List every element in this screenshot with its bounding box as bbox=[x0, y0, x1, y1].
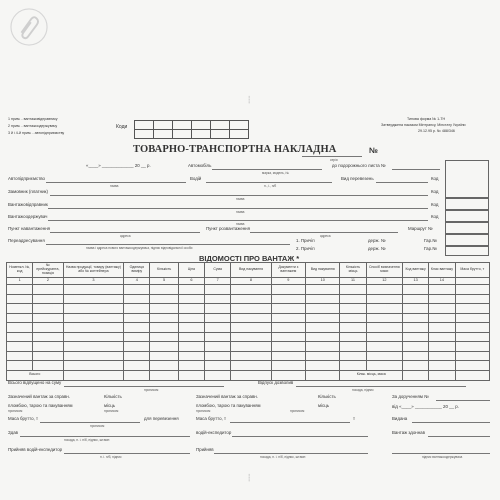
copy-note-1: 1 прим. - вантажовідправнику bbox=[8, 117, 58, 121]
column-header: Одиниця виміру bbox=[124, 263, 150, 278]
date-field[interactable]: «____» _____________ 20 __ р. bbox=[86, 163, 151, 168]
transport-type-label: Вид перевезень bbox=[341, 176, 374, 181]
by-power-label: За дорученням № bbox=[392, 394, 429, 399]
gross-label: Маса брутто, т bbox=[196, 416, 226, 421]
column-number: 7 bbox=[205, 278, 231, 285]
position-hint: посада, підпис bbox=[352, 388, 374, 392]
column-header: Маса брутто, т bbox=[455, 263, 489, 278]
waybill-field[interactable] bbox=[392, 169, 440, 170]
column-number: 13 bbox=[403, 278, 429, 285]
garage-no-label: Гар.№ bbox=[424, 238, 437, 243]
written-hint: прописом bbox=[8, 409, 23, 413]
accepted-label: Прийняв bbox=[196, 447, 214, 452]
code-box[interactable] bbox=[445, 246, 489, 256]
handed-field[interactable] bbox=[20, 436, 190, 437]
for-transport-label: для перевезення bbox=[144, 416, 179, 421]
column-header: Документи з вантажем bbox=[271, 263, 305, 278]
column-header: Сума bbox=[205, 263, 231, 278]
copy-note-2: 2 прим. - вантажоодержувачу bbox=[8, 124, 58, 128]
carrier-label: Автопідприємство bbox=[8, 176, 45, 181]
column-header: Спосіб визначення маси bbox=[366, 263, 402, 278]
column-header: Вид пакування bbox=[231, 263, 271, 278]
released-label: Всього відпущено на суму bbox=[8, 380, 62, 385]
document-title: ТОВАРНО-ТРАНСПОРТНА НАКЛАДНА bbox=[133, 144, 337, 155]
column-number-row bbox=[7, 278, 490, 285]
column-number: 11 bbox=[340, 278, 366, 285]
sealed-label: пломбою, тарою та пакуванням bbox=[8, 403, 73, 408]
accepted-field[interactable] bbox=[214, 453, 368, 454]
unloading-point-label: Пункт розвантаження bbox=[206, 226, 250, 231]
released-hint: прописом bbox=[144, 388, 159, 392]
column-number: 10 bbox=[306, 278, 340, 285]
column-header: Вид пакування bbox=[306, 263, 340, 278]
codes-label: Коди bbox=[116, 124, 128, 130]
written-hint: прописом bbox=[104, 409, 119, 413]
state-no-label: держ. № bbox=[368, 238, 386, 243]
column-header: Ціна bbox=[178, 263, 204, 278]
column-number bbox=[455, 278, 489, 285]
accepted-driver-hint: п. і. п/б, підпис bbox=[100, 455, 122, 459]
column-number: 9 bbox=[271, 278, 305, 285]
codes-grid[interactable] bbox=[134, 120, 249, 139]
trailer2-label: 2. Причіп bbox=[296, 246, 315, 251]
carrier-field[interactable] bbox=[46, 182, 186, 183]
customer-hint: назва bbox=[236, 197, 245, 201]
loading-point-field[interactable] bbox=[50, 232, 200, 233]
total-label: Всього bbox=[7, 370, 64, 380]
units-t-label: т bbox=[353, 416, 356, 421]
column-header: Кількість місць bbox=[340, 263, 366, 278]
driver-hint: п., і., п/б bbox=[264, 184, 277, 188]
unloading-hint: адреса bbox=[320, 234, 331, 238]
accepted-hint: посада, п. і. п/б, підпис, штамп bbox=[260, 455, 306, 459]
garage-no-label: Гар.№ bbox=[424, 246, 437, 251]
weight-note: Кільк. місць, маса bbox=[340, 370, 403, 380]
driver-forwarder-label: водій-експедитор bbox=[196, 430, 232, 435]
cargo-header-row bbox=[7, 263, 490, 278]
route-label: Маршрут № bbox=[408, 226, 433, 231]
gross-field[interactable] bbox=[40, 422, 140, 423]
places-label: місць bbox=[318, 403, 329, 408]
form-info-2: Затверджена наказом Мінтрансу, Мінстату України bbox=[381, 123, 466, 127]
readdress-hint: назва і адреса нового вантажоодержувача, підпис відповідальної особи bbox=[86, 246, 193, 250]
readdress-field[interactable] bbox=[46, 244, 290, 245]
transport-type-field[interactable] bbox=[376, 182, 428, 183]
receiver-sign-hint: підпис вантажоодержувача bbox=[422, 455, 463, 459]
sender-label: Вантажовідправник bbox=[8, 202, 48, 207]
column-number: 3 bbox=[63, 278, 124, 285]
table-row[interactable] bbox=[7, 285, 490, 295]
column-number: 14 bbox=[429, 278, 455, 285]
code-box-top[interactable] bbox=[445, 160, 489, 198]
loading-point-label: Пункт навантаження bbox=[8, 226, 51, 231]
column-header: Кількість bbox=[150, 263, 178, 278]
series-hint: серія bbox=[330, 158, 338, 162]
cargo-handed-field[interactable] bbox=[428, 436, 490, 437]
qty-label: Кількість bbox=[318, 394, 336, 399]
table-row[interactable] bbox=[7, 313, 490, 323]
table-row[interactable] bbox=[7, 323, 490, 333]
car-label: Автомобіль bbox=[188, 163, 212, 168]
car-field[interactable] bbox=[212, 169, 322, 170]
gross-field[interactable] bbox=[230, 422, 350, 423]
released-field[interactable] bbox=[64, 386, 224, 387]
car-hint: марка, модель, № bbox=[262, 171, 289, 175]
binding-mark-icon: ┆ bbox=[247, 97, 252, 104]
state-no-label: держ. № bbox=[368, 246, 386, 251]
released-by-field[interactable] bbox=[296, 386, 466, 387]
table-row[interactable] bbox=[7, 304, 490, 314]
code-box[interactable] bbox=[445, 222, 489, 234]
column-header: Номенкл. №, код bbox=[7, 263, 33, 278]
loading-hint: адреса bbox=[120, 234, 131, 238]
sender-cargo-label: Зазначений вантаж за справн. bbox=[196, 394, 258, 399]
handed-label: Здав bbox=[8, 430, 18, 435]
column-number: 2 bbox=[33, 278, 63, 285]
number-sign: № bbox=[369, 146, 378, 155]
cargo-section-title: ВІДОМОСТІ ПРО ВАНТАЖ * bbox=[199, 254, 300, 263]
table-row[interactable] bbox=[7, 342, 490, 352]
sender-field[interactable] bbox=[48, 208, 428, 209]
written-hint: прописом bbox=[290, 409, 305, 413]
form-info-3: 29.12.95 р. № 488/346 bbox=[418, 129, 455, 133]
sender-cargo-label: Зазначений вантаж за справн. bbox=[8, 394, 70, 399]
date-short[interactable]: від «____» ___________ 20 __ р. bbox=[392, 404, 459, 409]
column-header: Назва продукції, товару (вантажу) або № контейнера bbox=[63, 263, 124, 278]
code-label: Код bbox=[431, 202, 439, 207]
issued-field[interactable] bbox=[412, 422, 490, 423]
cargo-table bbox=[6, 262, 490, 381]
column-number: 4 bbox=[124, 278, 150, 285]
table-row[interactable] bbox=[7, 332, 490, 342]
released-by-label: Відпуск дозволив bbox=[258, 380, 294, 385]
driver-field[interactable] bbox=[206, 182, 332, 183]
receiver-sign-field[interactable] bbox=[392, 453, 490, 454]
issued-label: Видана bbox=[392, 416, 408, 421]
cargo-handed-label: Вантаж здоннав bbox=[392, 430, 425, 435]
column-number: 1 bbox=[7, 278, 33, 285]
written-hint: прописом bbox=[90, 424, 105, 428]
form-info-1: Типова форма № 1-ТН bbox=[407, 117, 446, 121]
customer-field[interactable] bbox=[50, 195, 428, 196]
column-header: № прейскуранта, позиція bbox=[33, 263, 63, 278]
carrier-hint: назва bbox=[110, 184, 119, 188]
column-number: 6 bbox=[178, 278, 204, 285]
places-label: місць bbox=[104, 403, 115, 408]
written-hint: прописом bbox=[196, 409, 211, 413]
column-header: Клас вантажу bbox=[429, 263, 455, 278]
paperclip-logo-icon bbox=[10, 8, 48, 46]
binding-mark-icon: ┆ bbox=[247, 475, 252, 482]
sealed-label: пломбою, тарою та пакуванням bbox=[196, 403, 261, 408]
sender-hint: назва bbox=[236, 210, 245, 214]
column-number: 12 bbox=[366, 278, 402, 285]
copy-note-3: 3 й і 4-й прим. - автопідприємству bbox=[8, 131, 65, 135]
code-label: Код bbox=[431, 176, 439, 181]
receiver-label: Вантажоодержувач bbox=[8, 214, 48, 219]
code-box[interactable] bbox=[445, 234, 489, 246]
handed-hint: посада, п. і. п/б, підпис, штамп bbox=[64, 438, 110, 442]
table-row[interactable] bbox=[7, 361, 490, 371]
accepted-driver-field[interactable] bbox=[64, 453, 190, 454]
readdress-label: Переадресування bbox=[8, 238, 45, 243]
gross-label: Маса брутто, т bbox=[8, 416, 38, 421]
code-label: Код bbox=[431, 214, 439, 219]
qty-label: Кількість bbox=[104, 394, 122, 399]
code-box[interactable] bbox=[445, 198, 489, 210]
table-row[interactable] bbox=[7, 294, 490, 304]
by-power-field[interactable] bbox=[436, 400, 490, 401]
code-label: Код bbox=[431, 189, 439, 194]
receiver-field[interactable] bbox=[48, 220, 428, 221]
trailer1-label: 1. Причіп bbox=[296, 238, 315, 243]
driver-label: Водій bbox=[190, 176, 202, 181]
accepted-driver-label: Прийняв водій-експедитор bbox=[8, 447, 63, 452]
series-line[interactable] bbox=[302, 156, 362, 157]
code-box[interactable] bbox=[445, 210, 489, 222]
column-number: 8 bbox=[231, 278, 271, 285]
column-number: 5 bbox=[150, 278, 178, 285]
total-row bbox=[7, 370, 490, 380]
unloading-point-field[interactable] bbox=[250, 232, 398, 233]
receiver-hint: назва bbox=[236, 222, 245, 226]
column-header: Код вантажу bbox=[403, 263, 429, 278]
waybill-label: до подорожнього листа № bbox=[332, 163, 386, 168]
customer-label: Замовник (платник) bbox=[8, 189, 48, 194]
table-row[interactable] bbox=[7, 351, 490, 361]
driver-forwarder-field[interactable] bbox=[232, 436, 368, 437]
